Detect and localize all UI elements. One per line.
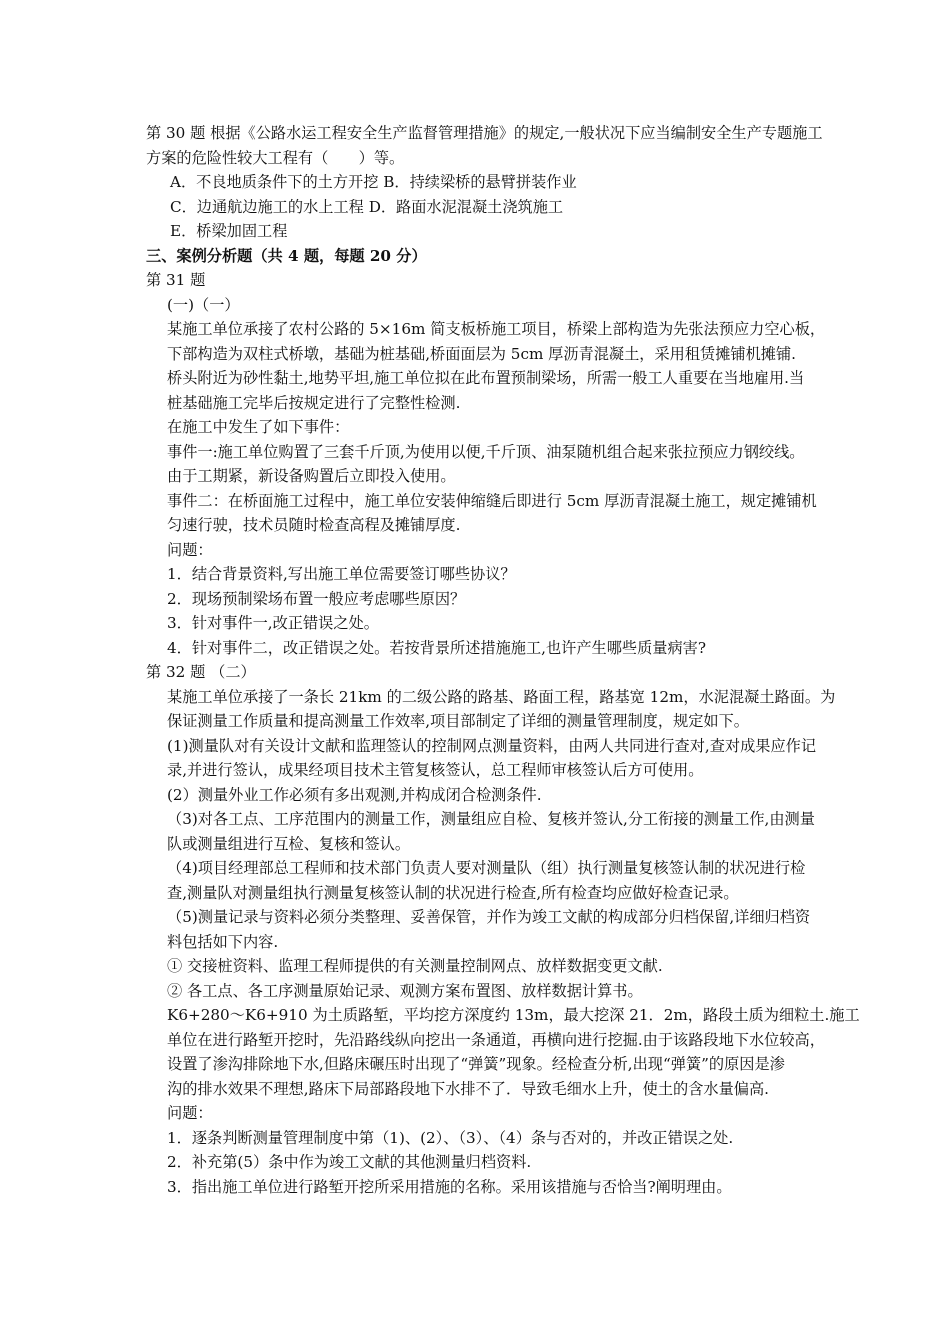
question-title: 第 32 题 （二） xyxy=(146,663,256,681)
text-line: 事件一:施工单位购置了三套千斤顶,为使用以便,千斤顶、油泵随机组合起来张拉预应力钢绞线。 xyxy=(167,442,805,461)
text-line: 桩基础施工完毕后按规定进行了完整性检测. xyxy=(167,393,461,412)
text-line: 下部构造为双柱式桥墩，基础为桩基础,桥面面层为 5cm 厚沥青混凝土，采用租赁摊铺机摊铺. xyxy=(167,344,797,363)
text-line: 设置了渗沟排除地下水,但路床碾压时出现了“弹簧”现象。经检查分析,出现“弹簧”的原因是渗 xyxy=(167,1055,785,1073)
text-line: (一)（一） xyxy=(167,295,240,314)
text-line: 查,测量队对测量组执行测量复核签认制的状况进行检查,所有检查均应做好检查记录。 xyxy=(167,883,739,902)
text-line: 由于工期紧，新设备购置后立即投入使用。 xyxy=(167,467,456,485)
text-line: 保证测量工作质量和提高测量工作效率,项目部制定了详细的测量管理制度，规定如下。 xyxy=(167,712,749,730)
text-line: 问题： xyxy=(167,1104,213,1122)
text-line: K6+280～K6+910 为土质路堑，平均挖方深度约 13m，最大挖深 21．2m，路段土质为细粒土.施工 xyxy=(167,1006,860,1024)
option-line: E．桥梁加固工程 xyxy=(170,222,288,240)
option-line: C．边通航边施工的水上工程 D．路面水泥混凝土浇筑施工 xyxy=(170,197,564,216)
question-item: 2．现场预制梁场布置一般应考虑哪些原因？ xyxy=(167,589,466,608)
text-line: 单位在进行路堑开挖时，先沿路线纵向挖出一条通道，再横向进行挖掘.由于该路段地下水位较高， xyxy=(167,1030,825,1049)
question-item: 4．针对事件二，改正错误之处。若按背景所述措施施工,也许产生哪些质量病害? xyxy=(167,638,707,657)
text-line: 录,并进行签认，成果经项目技术主管复核签认，总工程师审核签认后方可使用。 xyxy=(167,761,704,779)
text-line: （5)测量记录与资料必须分类整理、妥善保管，并作为竣工文献的构成部分归档保留,详细归档资 xyxy=(167,908,811,926)
document-body xyxy=(146,121,891,1199)
text-line: 问题： xyxy=(167,540,213,559)
text-line: 事件二：在桥面施工过程中，施工单位安装伸缩缝后即进行 5cm 厚沥青混凝土施工，规定摊铺机 xyxy=(167,491,817,510)
text-line: 第 30 题 根据《公路水运工程安全生产监督管理措施》的规定,一般状况下应当编制安全生产专题施工 xyxy=(146,124,823,142)
question-item: 3．指出施工单位进行路堑开挖所采用措施的名称。采用该措施与否恰当?阐明理由。 xyxy=(167,1177,732,1196)
question-item: 1．结合背景资料,写出施工单位需要签订哪些协议？ xyxy=(167,565,516,583)
text-line: (1)测量队对有关设计文献和监理签认的控制网点测量资料，由两人共同进行查对,查对成果应作记 xyxy=(167,736,817,755)
question-title: 第 31 题 xyxy=(146,271,206,289)
text-line: 桥头附近为砂性黏土,地势平坦,施工单位拟在此布置预制梁场，所需一般工人重要在当地雇用.当 xyxy=(167,369,805,387)
text-line: 在施工中发生了如下事件： xyxy=(167,418,350,436)
text-line: 某施工单位承接了一条长 21km 的二级公路的路基、路面工程，路基宽 12m，水泥混凝土路面。为 xyxy=(167,687,836,706)
question-item: 1．逐条判断测量管理制度中第（1)、(2）、（3）、（4）条与否对的，并改正错误之处. xyxy=(167,1128,734,1147)
text-line: 某施工单位承接了农村公路的 5×16m 简支板桥施工项目，桥梁上部构造为先张法预应力空心板， xyxy=(167,320,826,338)
text-line: 沟的排水效果不理想,路床下局部路段地下水排不了．导致毛细水上升，使土的含水量偏高. xyxy=(167,1079,769,1098)
list-item: ② 各工点、各工序测量原始记录、观测方案布置图、放样数据计算书。 xyxy=(167,981,643,1000)
option-line: A．不良地质条件下的土方开挖 B．持续梁桥的悬臂拼装作业 xyxy=(170,173,577,191)
text-line: （3)对各工点、工序范围内的测量工作，测量组应自检、复核并签认,分工衔接的测量工作,由测量 xyxy=(167,810,815,828)
text-line: 方案的危险性较大工程有（ ）等。 xyxy=(146,148,405,167)
text-line: 队或测量组进行互检、复核和签认。 xyxy=(167,834,410,853)
text-line: 匀速行驶，技术员随时检查高程及摊铺厚度. xyxy=(167,516,461,534)
text-line: 料包括如下内容. xyxy=(167,932,279,951)
question-item: 2．补充第(5）条中作为竣工文献的其他测量归档资料. xyxy=(167,1153,532,1171)
text-line: (2）测量外业工作必须有多出观测,并构成闭合检测条件. xyxy=(167,785,542,804)
text-line: （4)项目经理部总工程师和技术部门负责人要对测量队（组）执行测量复核签认制的状况进行检 xyxy=(167,859,806,877)
list-item: ① 交接桩资料、监理工程师提供的有关测量控制网点、放样数据变更文献. xyxy=(167,957,663,975)
section-heading: 三、案例分析题（共 4 题，每题 20 分） xyxy=(146,246,427,265)
question-item: 3．针对事件一,改正错误之处。 xyxy=(167,614,379,632)
